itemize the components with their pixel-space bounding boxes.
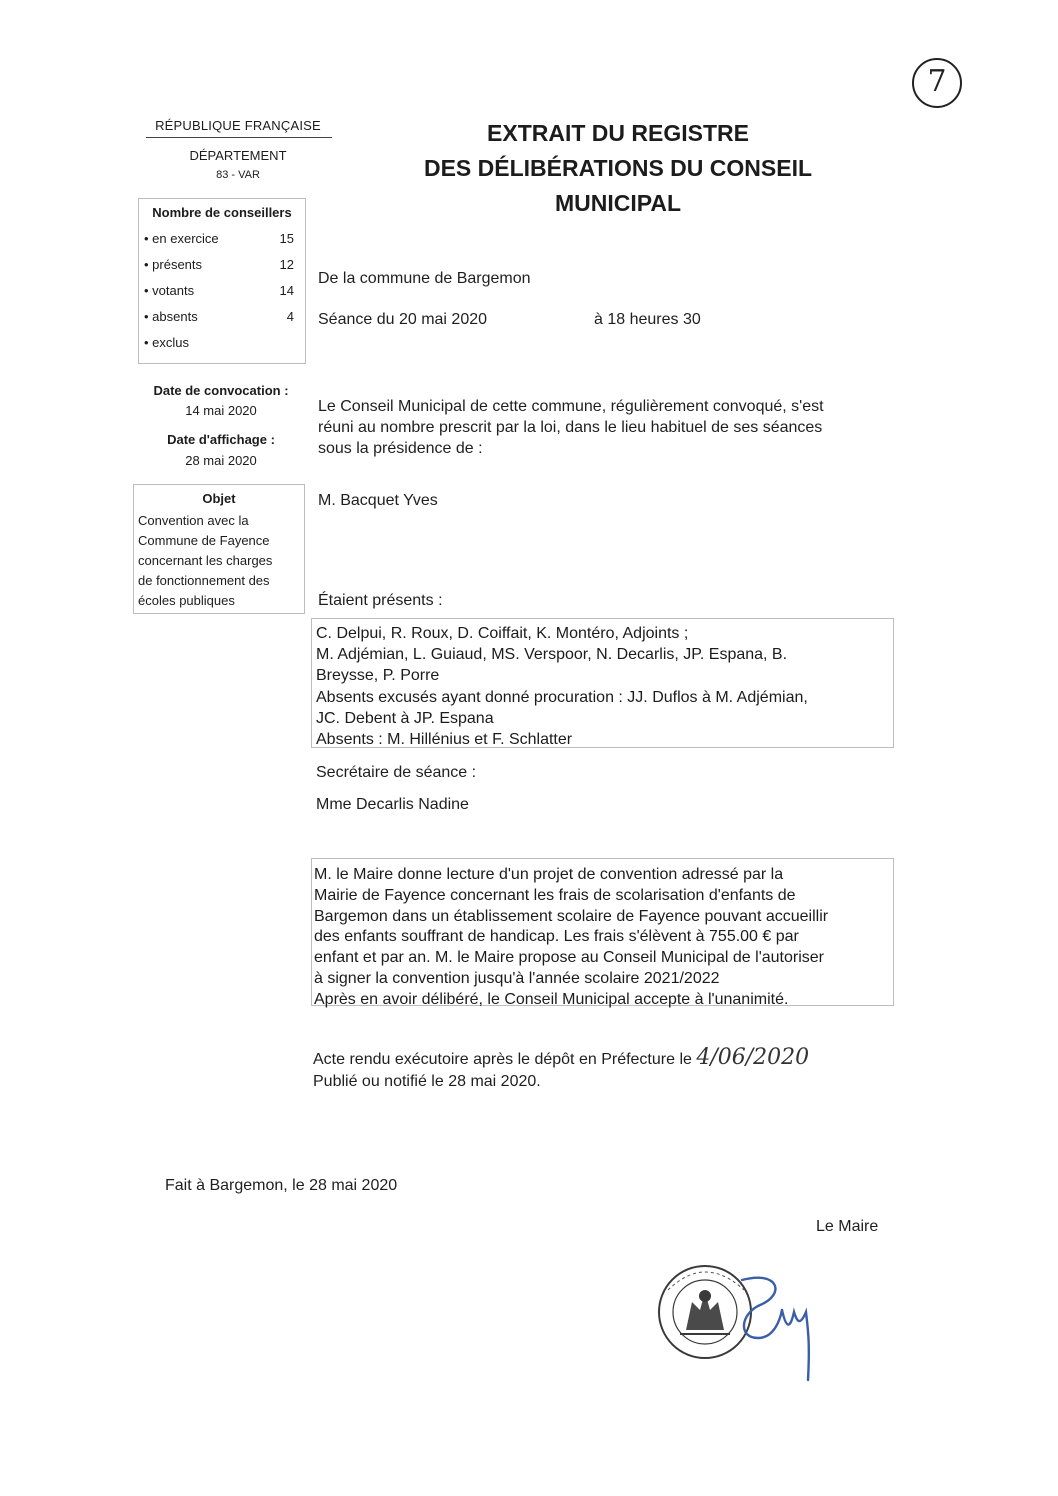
published-line: Publié ou notifié le 28 mai 2020. xyxy=(313,1073,541,1090)
secretary-name: Mme Decarlis Nadine xyxy=(316,796,469,813)
row-value: 14 xyxy=(279,283,294,298)
row-value: 12 xyxy=(279,257,294,272)
attendance-line: Breysse, P. Porre xyxy=(316,667,440,685)
seance-time: à 18 heures 30 xyxy=(594,311,701,328)
row-value: 15 xyxy=(279,231,294,246)
mayor-signature-icon xyxy=(742,1278,809,1380)
object-line: écoles publiques xyxy=(138,593,235,608)
councillors-box xyxy=(138,198,306,364)
done-at-line: Fait à Bargemon, le 28 mai 2020 xyxy=(165,1177,398,1194)
commune-line: De la commune de Bargemon xyxy=(318,270,531,287)
attendance-line: Absents : M. Hillénius et F. Schlatter xyxy=(316,731,573,749)
convocation-label: Date de convocation : xyxy=(153,383,289,398)
decision-line: Mairie de Fayence concernant les frais de scolarisation d'enfants de xyxy=(314,886,796,904)
intro-paragraph xyxy=(318,396,878,459)
decision-line: des enfants souffrant de handicap. Les frais s'élèvent à 755.00 € par xyxy=(314,928,799,946)
decision-line: Après en avoir délibéré, le Conseil Municipal accepte à l'unanimité. xyxy=(314,990,789,1008)
title-line-3: MUNICIPAL xyxy=(554,190,682,216)
decision-line: à signer la convention jusqu'à l'année scolaire 2021/2022 xyxy=(314,969,720,987)
attendance-box xyxy=(311,618,894,748)
mayor-title: Le Maire xyxy=(816,1218,879,1235)
object-line: de fonctionnement des xyxy=(138,573,270,588)
executory-date: 4/06/2020 xyxy=(696,1045,810,1070)
object-box xyxy=(133,484,305,614)
attendance-line: M. Adjémian, L. Guiaud, MS. Verspoor, N. Decarlis, JP. Espana, B. xyxy=(316,646,788,664)
republic-underline xyxy=(146,137,332,138)
document-title xyxy=(392,116,844,221)
president-name: M. Bacquet Yves xyxy=(318,492,438,509)
row-value: 4 xyxy=(286,309,294,324)
intro-line: sous la présidence de : xyxy=(318,440,483,457)
posting-date: 28 mai 2020 xyxy=(185,453,257,468)
mayor-seal-and-signature xyxy=(640,1250,840,1400)
row-label: • absents xyxy=(144,309,198,324)
decision-line: enfant et par an. M. le Maire propose au Conseil Municipal de l'autoriser xyxy=(314,949,824,967)
posting-label: Date d'affichage : xyxy=(167,432,275,447)
executory-line xyxy=(313,1045,809,1070)
department-value: 83 - VAR xyxy=(216,169,260,181)
title-line-2: DES DÉLIBÉRATIONS DU CONSEIL xyxy=(423,155,813,181)
row-label: • présents xyxy=(144,257,203,272)
attendance-line: Absents excusés ayant donné procuration : JJ. Duflos à M. Adjémian, xyxy=(316,688,808,706)
republic-label: RÉPUBLIQUE FRANÇAISE xyxy=(155,118,321,133)
decision-line: Bargemon dans un établissement scolaire de Fayence pouvant accueillir xyxy=(314,907,829,925)
decision-line: M. le Maire donne lecture d'un projet de convention adressé par la xyxy=(314,866,784,883)
councillors-title: Nombre de conseillers xyxy=(152,205,292,220)
attendance-line: JC. Debent à JP. Espana xyxy=(316,709,494,727)
present-label: Étaient présents : xyxy=(318,592,443,609)
page-number: 7 xyxy=(912,58,962,108)
row-label: • exclus xyxy=(144,335,190,350)
title-line-1: EXTRAIT DU REGISTRE xyxy=(487,120,749,146)
mairie-seal-icon xyxy=(659,1266,751,1358)
object-text xyxy=(138,511,303,611)
intro-line: Le Conseil Municipal de cette commune, régulièrement convoqué, s'est xyxy=(318,398,824,415)
convocation-date: 14 mai 2020 xyxy=(185,403,257,418)
row-label: • en exercice xyxy=(144,231,219,246)
decision-box xyxy=(311,858,894,1006)
attendance-text xyxy=(316,623,886,750)
row-label: • votants xyxy=(144,283,195,298)
department-label: DÉPARTEMENT xyxy=(189,148,287,163)
attendance-line: C. Delpui, R. Roux, D. Coiffait, K. Montéro, Adjoints ; xyxy=(316,625,689,642)
intro-line: réuni au nombre prescrit par la loi, dans le lieu habituel de ses séances xyxy=(318,419,823,436)
secretary-label: Secrétaire de séance : xyxy=(316,764,477,781)
seance-date: Séance du 20 mai 2020 xyxy=(318,311,488,328)
object-line: concernant les charges xyxy=(138,553,273,568)
object-line: Convention avec la xyxy=(138,513,249,528)
decision-text xyxy=(314,865,892,1011)
object-line: Commune de Fayence xyxy=(138,533,270,548)
executory-text: Acte rendu exécutoire après le dépôt en Préfecture le xyxy=(313,1051,692,1068)
object-title: Objet xyxy=(202,491,236,506)
